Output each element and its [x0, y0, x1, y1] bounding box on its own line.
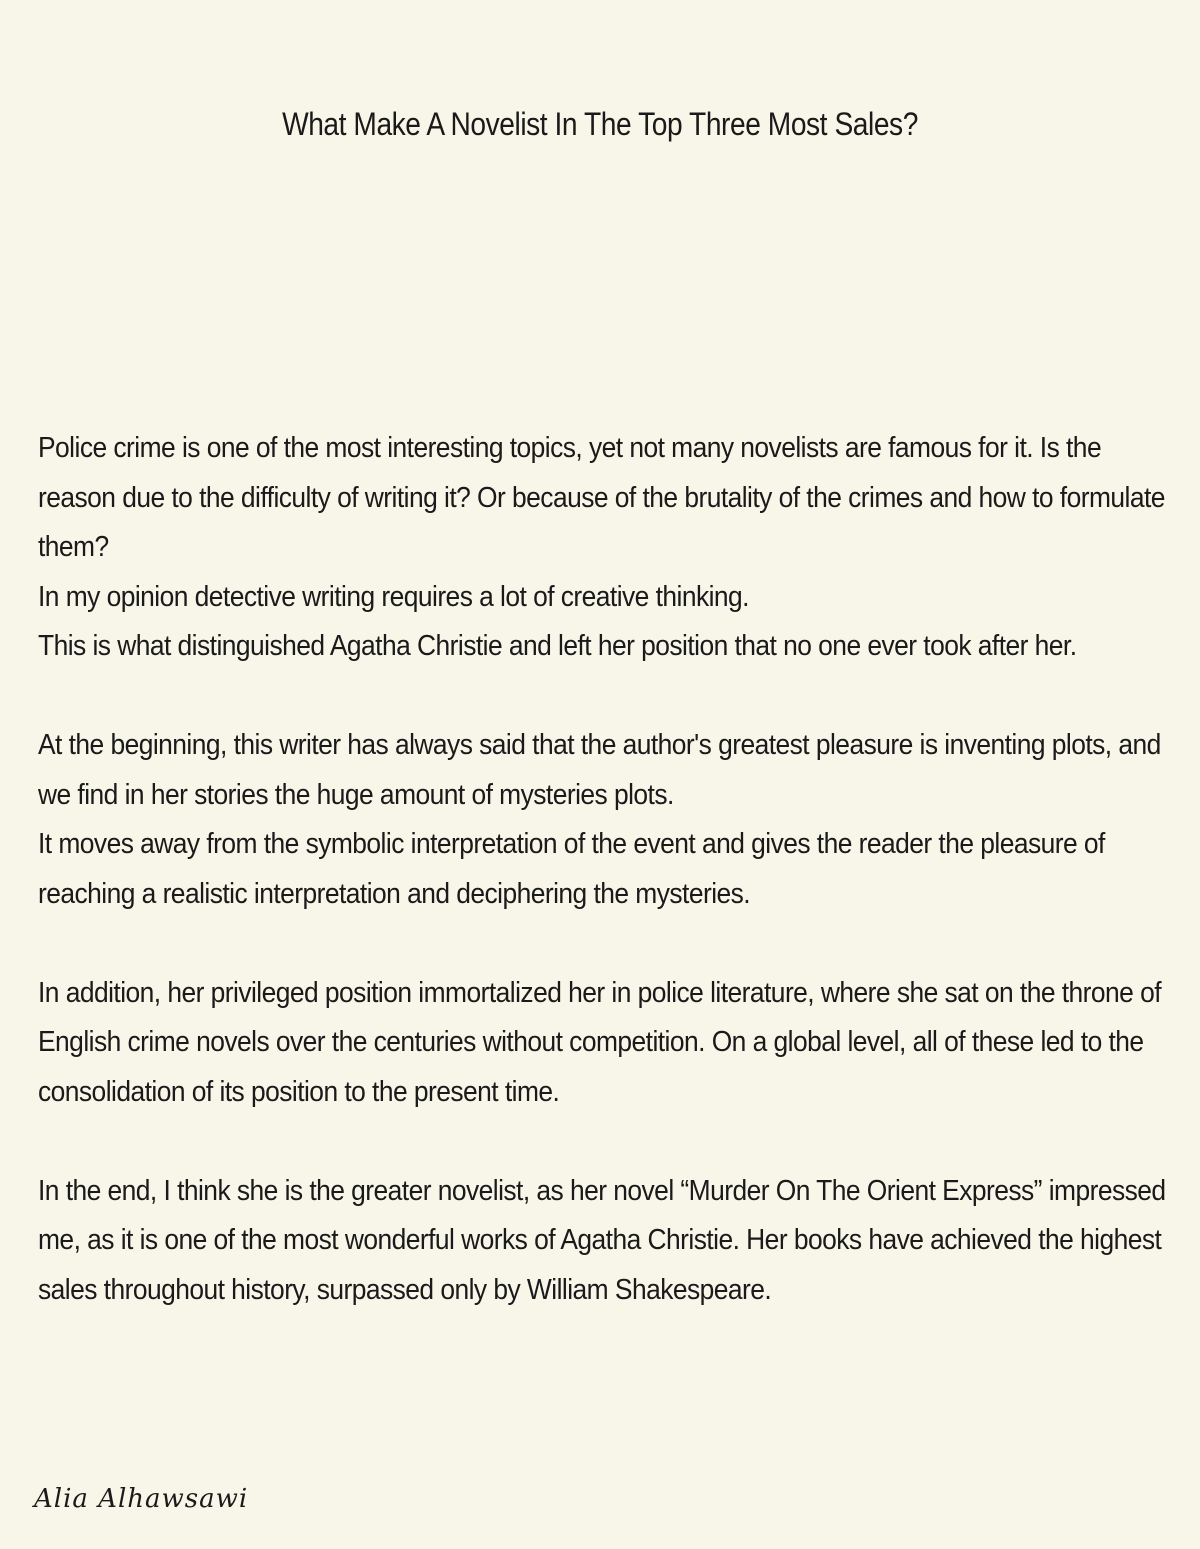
paragraph-4: In the end, I think she is the greater novelist, as her novel “Murder On The Orient Express” impressed me, as it is one of the most wonderful works of Agatha Christie. Her books have achieved the highest sales throughout history, surpassed only by William Shakespeare. [38, 1174, 1166, 1306]
paragraph-1-line-1: Police crime is one of the most interesting topics, yet not many novelists are famous for it. Is the reason due to the difficulty of writing it? Or because of the brutality of the crimes and how to formulate them? [38, 432, 1165, 563]
paragraph-2-line-2: It moves away from the symbolic interpretation of the event and gives the reader the pleasure of reaching a realistic interpretation and deciphering the mysteries. [38, 828, 1105, 910]
document-body [38, 424, 1166, 1315]
paragraph-1-line-3: This is what distinguished Agatha Christie and left her position that no one ever took after her. [38, 630, 1077, 662]
paragraph-gap [38, 919, 1166, 969]
paragraph-3: In addition, her privileged position immortalized her in police literature, where she sat on the throne of English crime novels over the centuries without competition. On a global level, all of these led to the consolidation of its position to the present time. [38, 976, 1162, 1108]
paragraph-2-line-1: At the beginning, this writer has always said that the author's greatest pleasure is inventing plots, and we find in her stories the huge amount of mysteries plots. [38, 729, 1161, 811]
paragraph-1-line-2: In my opinion detective writing requires a lot of creative thinking. [38, 580, 749, 613]
document-title: What Make A Novelist In The Top Three Most Sales? [282, 106, 918, 142]
author-signature: Alia Alhawsawi [34, 1484, 249, 1514]
paragraph-gap [38, 672, 1166, 722]
paragraph-gap [38, 1117, 1166, 1167]
